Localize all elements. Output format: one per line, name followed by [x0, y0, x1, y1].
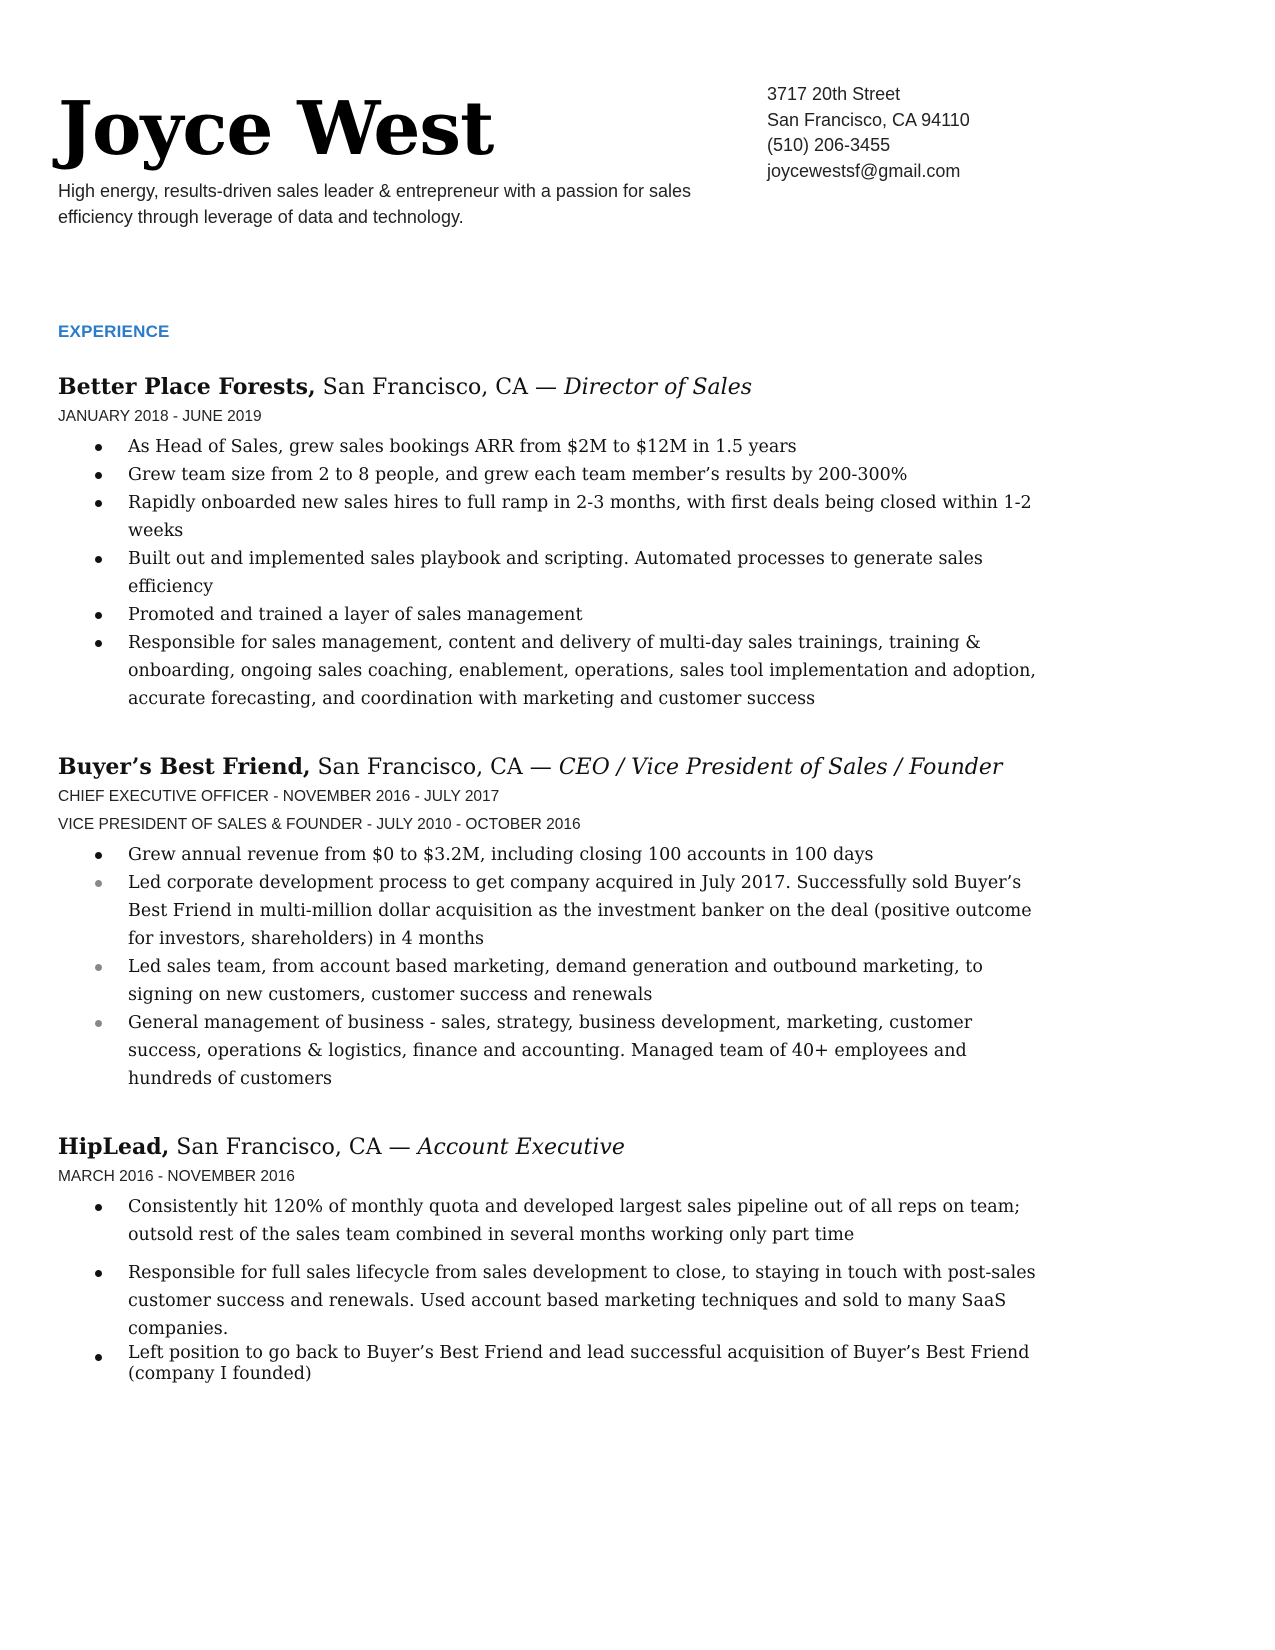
resume-name: Joyce West — [58, 86, 494, 172]
bullet-icon — [95, 1204, 102, 1211]
bullet-item — [58, 1259, 1038, 1343]
bullet-text: Led sales team, from account based marketing, demand generation and outbound marketing, to signing on new customers, customer success and renewals — [128, 957, 983, 1005]
bullet-item — [58, 1009, 1038, 1093]
job-location: San Francisco, CA — — [315, 375, 564, 400]
bullet-icon — [95, 612, 102, 619]
bullet-text: Responsible for sales management, content and delivery of multi-day sales trainings, training & onboarding, ongoing sales coaching, enablement, operations, sales tool implementation and adoption, accurate forecasting, and coordination with marketing and customer success — [128, 633, 1036, 709]
bullet-icon — [95, 880, 102, 887]
bullet-item — [58, 1343, 1038, 1385]
job-dates: CHIEF EXECUTIVE OFFICER - NOVEMBER 2016 - JULY 2017 — [58, 788, 500, 805]
bullet-text: As Head of Sales, grew sales bookings ARR from $2M to $12M in 1.5 years — [128, 437, 797, 457]
job-title — [58, 1132, 1058, 1163]
bullet-item — [58, 461, 1038, 489]
bullet-icon — [95, 1354, 102, 1361]
job-bullet-list — [58, 841, 1058, 1093]
bullet-text: Led corporate development process to get company acquired in July 2017. Successfully sold Buyer’s Best Friend in multi-million dollar acquisition as the investment banker on the deal (positive outcome for investors, shareholders) in 4 months — [128, 873, 1032, 949]
bullet-icon — [95, 472, 102, 479]
bullet-text: General management of business - sales, strategy, business development, marketing, customer success, operations & logistics, finance and accounting. Managed team of 40+ employees and hundreds of customers — [128, 1013, 973, 1089]
bullet-icon — [95, 444, 102, 451]
bullet-item — [58, 489, 1038, 545]
contact-city: San Francisco, CA 94110 — [767, 109, 970, 130]
bullet-item — [58, 629, 1038, 713]
bullet-item — [58, 433, 1038, 461]
job-dates: VICE PRESIDENT OF SALES & FOUNDER - JULY 2010 - OCTOBER 2016 — [58, 816, 581, 833]
bullet-item — [58, 953, 1038, 1009]
job-entry — [58, 752, 1058, 1093]
job-entry — [58, 1132, 1058, 1385]
contact-street: 3717 20th Street — [767, 84, 901, 104]
bullet-text: Responsible for full sales lifecycle from sales development to close, to staying in touch with post-sales customer success and renewals. Used account based marketing techniques and sold to many SaaS companies. — [128, 1263, 1036, 1339]
bullet-icon — [95, 500, 102, 507]
bullet-item — [58, 869, 1038, 953]
bullet-text: Grew team size from 2 to 8 people, and grew each team member’s results by 200-300% — [128, 465, 908, 485]
contact-block — [767, 82, 970, 184]
job-bullet-list — [58, 1193, 1058, 1385]
job-location: San Francisco, CA — — [169, 1135, 418, 1160]
bullet-icon — [95, 852, 102, 859]
bullet-icon — [95, 1270, 102, 1277]
job-dates: MARCH 2016 - NOVEMBER 2016 — [58, 1168, 295, 1185]
job-company: Buyer’s Best Friend, — [58, 754, 311, 780]
bullet-icon — [95, 640, 102, 647]
bullet-item — [58, 601, 1038, 629]
bullet-item — [58, 841, 1038, 869]
contact-email: joycewestsf@gmail.com — [767, 160, 961, 181]
resume-tagline: High energy, results-driven sales leader & entrepreneur with a passion for sales efficiency through leverage of data and technology. — [58, 181, 691, 227]
job-title — [58, 372, 1058, 403]
job-entry — [58, 372, 1058, 713]
bullet-icon — [95, 964, 102, 971]
job-dates: JANUARY 2018 - JUNE 2019 — [58, 408, 262, 425]
bullet-text: Grew annual revenue from $0 to $3.2M, including closing 100 accounts in 100 days — [128, 845, 874, 865]
job-title — [58, 752, 1058, 783]
bullet-icon — [95, 1020, 102, 1027]
contact-phone: (510) 206-3455 — [767, 135, 891, 155]
bullet-item — [58, 545, 1038, 601]
bullet-text: Consistently hit 120% of monthly quota and developed largest sales pipeline out of all reps on team; outsold rest of the sales team combined in several months working only part time — [128, 1197, 1021, 1245]
job-company: Better Place Forests, — [58, 374, 316, 400]
bullet-text: Left position to go back to Buyer’s Best Friend and lead successful acquisition of Buyer’s Best Friend (company I founded) — [128, 1343, 1030, 1384]
experience-heading: EXPERIENCE — [58, 322, 170, 341]
bullet-text: Promoted and trained a layer of sales management — [128, 605, 583, 625]
job-role: CEO / Vice President of Sales / Founder — [558, 755, 1003, 780]
job-role: Director of Sales — [563, 375, 753, 400]
job-location: San Francisco, CA — — [310, 755, 559, 780]
job-role: Account Executive — [417, 1135, 625, 1160]
bullet-icon — [95, 556, 102, 563]
job-company: HipLead, — [58, 1134, 170, 1160]
bullet-text: Built out and implemented sales playbook and scripting. Automated processes to generate sales efficiency — [128, 549, 983, 597]
job-bullet-list — [58, 433, 1058, 713]
bullet-item — [58, 1193, 1038, 1249]
bullet-text: Rapidly onboarded new sales hires to full ramp in 2-3 months, with first deals being closed within 1-2 weeks — [128, 493, 1032, 541]
